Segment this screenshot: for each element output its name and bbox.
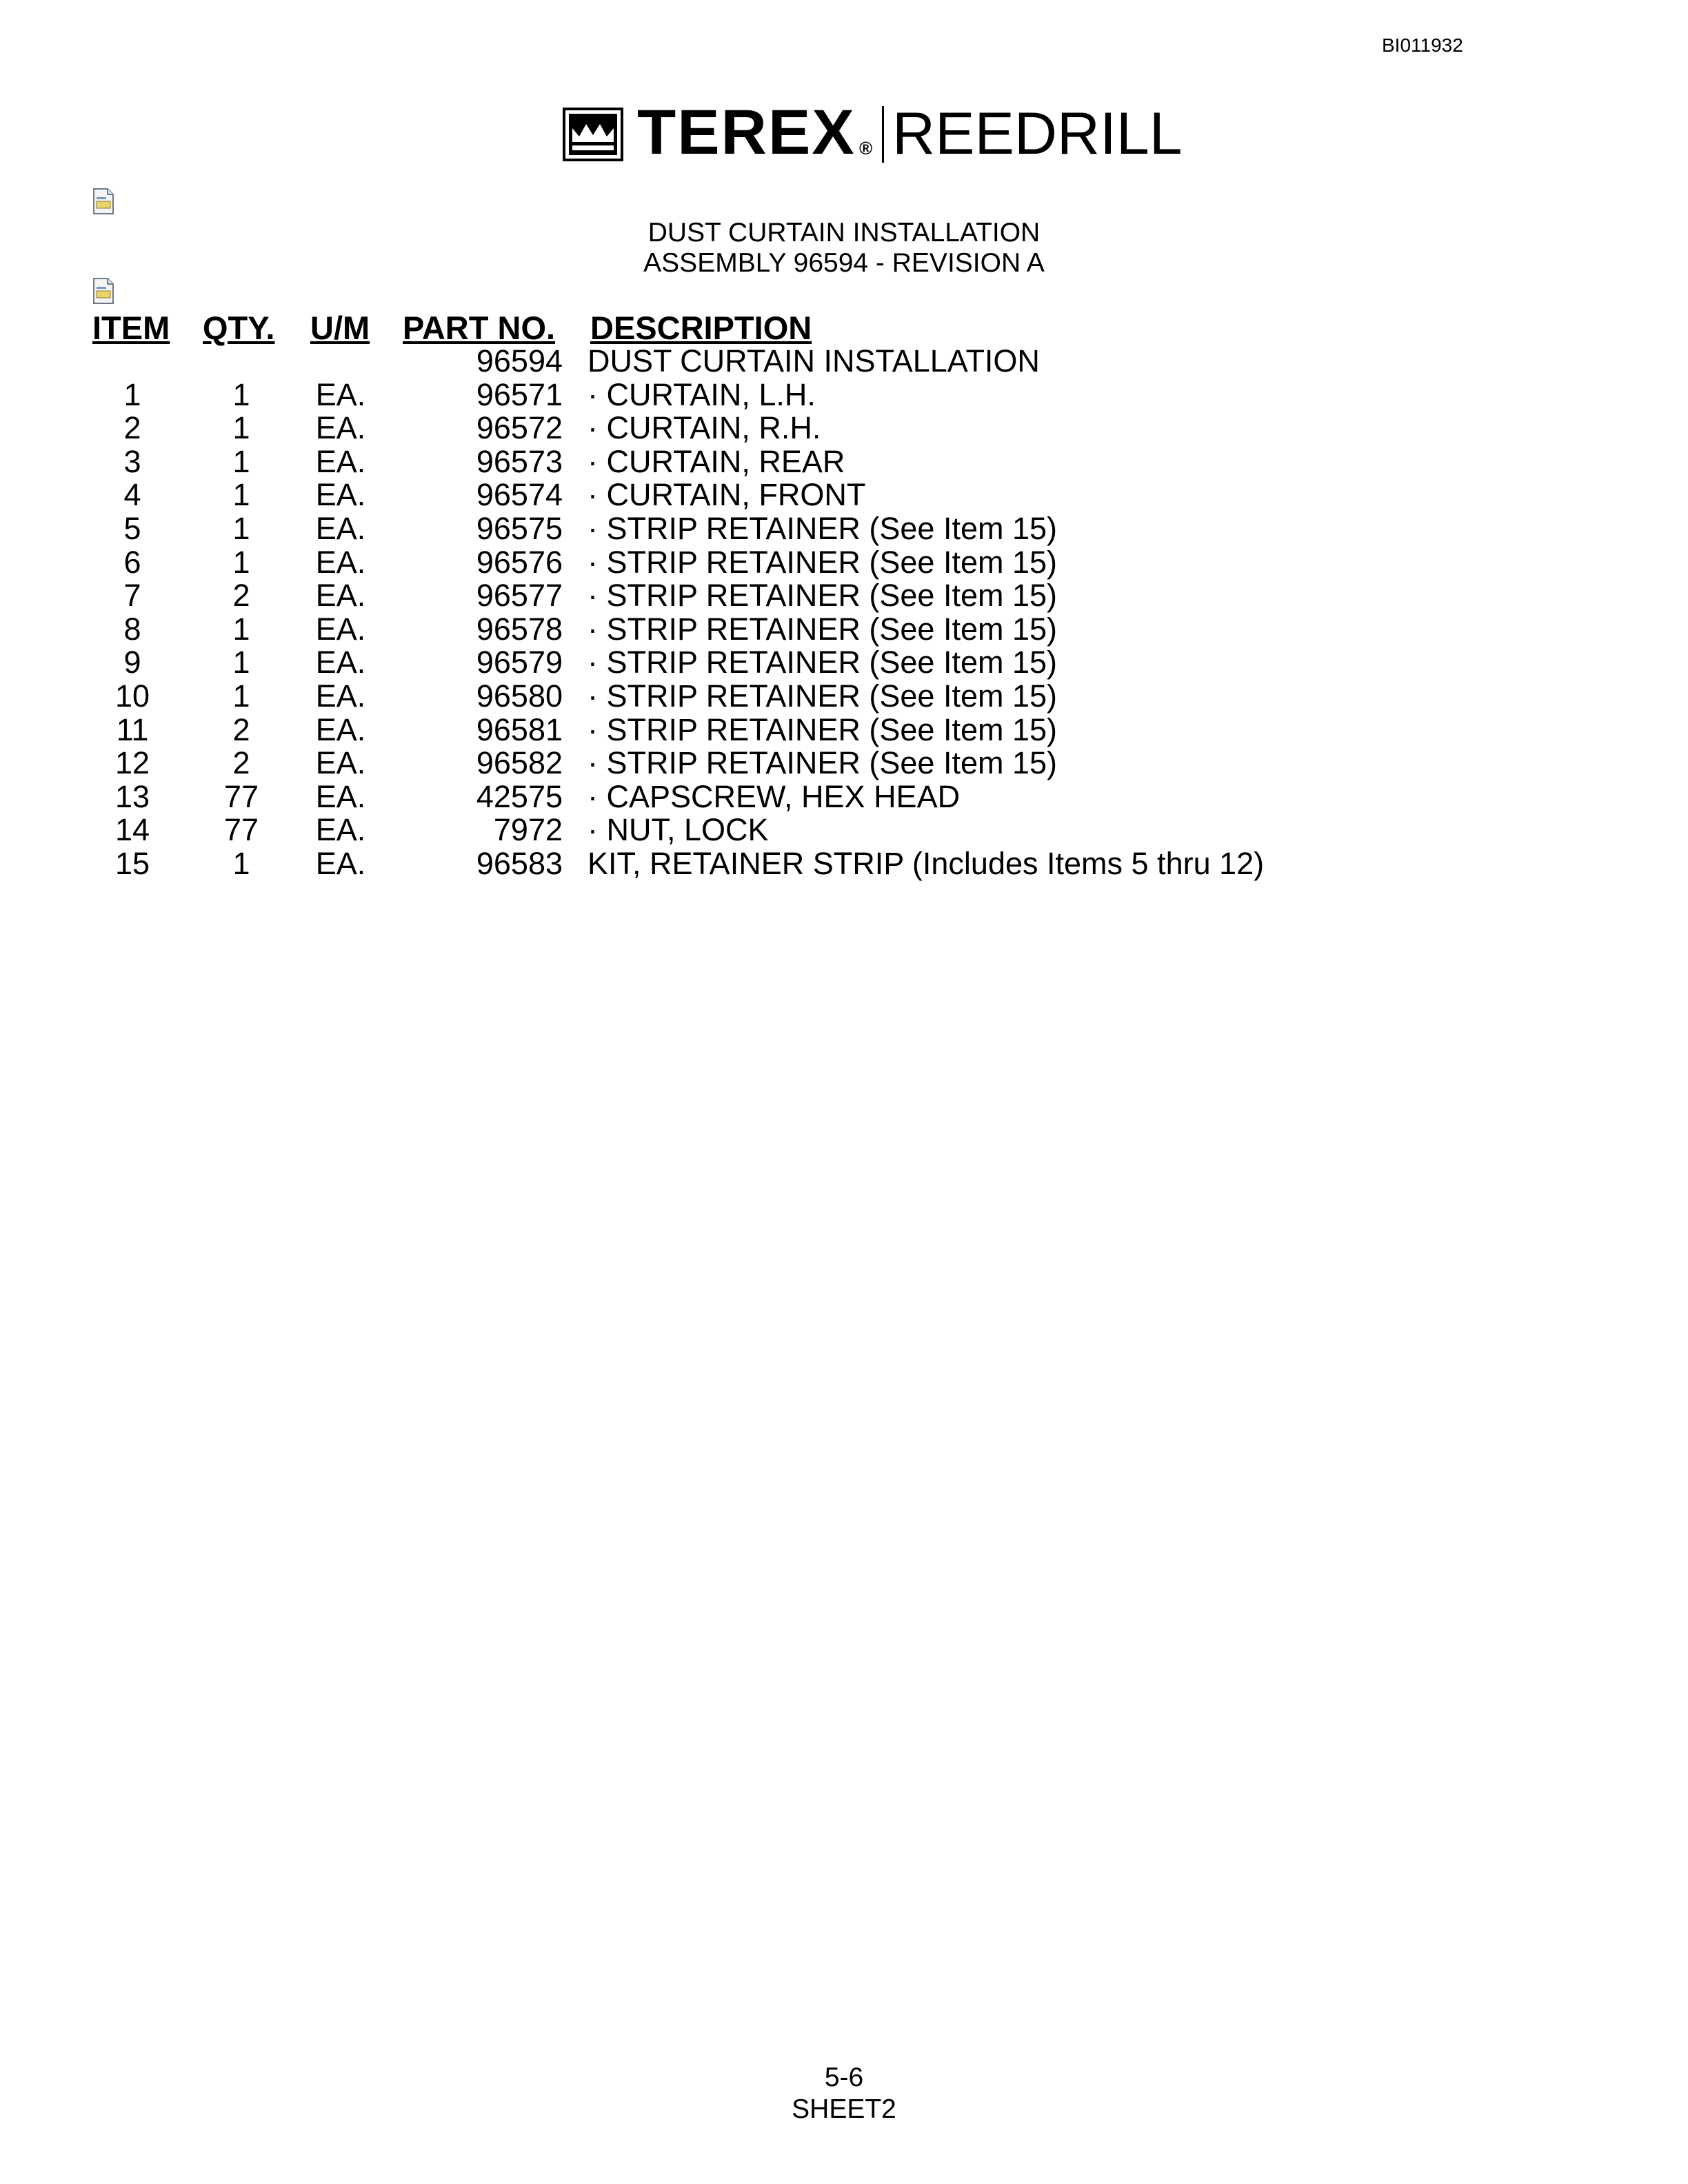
description-cell: · NUT, LOCK: [587, 812, 769, 848]
part-no-cell: 96578: [476, 611, 563, 647]
item-cell: 11: [116, 711, 149, 747]
table-row: [0, 712, 1688, 745]
item-cell: 2: [123, 410, 141, 446]
description-cell: · STRIP RETAINER (See Item 15): [587, 711, 1057, 747]
item-cell: 7: [123, 578, 141, 614]
description-cell: · STRIP RETAINER (See Item 15): [587, 511, 1057, 546]
embedded-document-icon[interactable]: [91, 188, 116, 215]
um-cell: EA.: [315, 544, 366, 580]
item-cell: 10: [114, 678, 150, 714]
terex-crown-logo-icon: [563, 108, 623, 161]
logo-brand-text: TEREX: [637, 97, 856, 168]
table-row: [0, 477, 1688, 513]
part-no-cell: 96573: [476, 443, 563, 479]
header-description: DESCRIPTION: [590, 310, 812, 346]
description-cell: · STRIP RETAINER (See Item 15): [587, 645, 1057, 680]
table-row: [0, 444, 1688, 477]
um-cell: EA.: [315, 578, 366, 614]
um-cell: EA.: [315, 745, 366, 781]
um-cell: EA.: [315, 410, 366, 446]
um-cell: EA.: [315, 443, 366, 479]
qty-cell: 1: [232, 511, 250, 546]
qty-cell: 77: [223, 778, 259, 814]
table-row: [0, 578, 1688, 614]
item-cell: 1: [123, 376, 141, 412]
qty-cell: 1: [232, 410, 250, 446]
um-cell: EA.: [315, 376, 366, 412]
part-no-cell: 96579: [476, 645, 563, 680]
table-row: [0, 611, 1688, 645]
description-cell: · CURTAIN, R.H.: [587, 410, 821, 446]
document-subtitle: ASSEMBLY 96594 - REVISION A: [643, 248, 1045, 278]
table-row: [0, 511, 1688, 544]
qty-cell: 1: [232, 477, 250, 513]
table-row: [0, 377, 1688, 410]
part-no-cell: 96580: [476, 678, 563, 714]
header-item: ITEM: [92, 310, 170, 346]
um-cell: EA.: [315, 846, 366, 881]
part-no-cell: 96576: [476, 544, 563, 580]
um-cell: EA.: [315, 611, 366, 647]
terex-reedrill-logo: [563, 97, 1183, 168]
table-row: [0, 745, 1688, 781]
item-cell: 4: [123, 477, 141, 513]
sheet-label: SHEET2: [792, 2094, 896, 2124]
um-cell: EA.: [315, 778, 366, 814]
um-cell: EA.: [315, 678, 366, 714]
logo-product-text: REEDRILL: [892, 101, 1183, 167]
logo-registered-mark: ®: [859, 138, 873, 159]
item-cell: 6: [123, 544, 141, 580]
header-um: U/M: [310, 310, 370, 346]
description-cell: · CURTAIN, FRONT: [587, 477, 866, 513]
table-row: [0, 545, 1688, 578]
qty-cell: 1: [232, 544, 250, 580]
part-no-cell: 96594: [476, 343, 563, 378]
part-no-cell: 96575: [476, 511, 563, 546]
table-row: [0, 678, 1688, 714]
qty-cell: 77: [223, 812, 259, 848]
part-no-cell: 96583: [476, 846, 563, 881]
document-id: BI011932: [1382, 34, 1463, 56]
header-qty: QTY.: [203, 310, 275, 346]
part-no-cell: 42575: [476, 778, 563, 814]
item-cell: 14: [114, 812, 150, 848]
description-cell: · STRIP RETAINER (See Item 15): [587, 578, 1057, 614]
qty-cell: 2: [232, 711, 250, 747]
part-no-cell: 7972: [493, 812, 563, 848]
um-cell: EA.: [315, 812, 366, 848]
part-no-cell: 96574: [476, 477, 563, 513]
table-row: [0, 846, 1688, 879]
description-cell: · STRIP RETAINER (See Item 15): [587, 745, 1057, 781]
part-no-cell: 96572: [476, 410, 563, 446]
embedded-document-icon[interactable]: [91, 277, 116, 305]
description-cell: · STRIP RETAINER (See Item 15): [587, 544, 1057, 580]
item-cell: 5: [123, 511, 141, 546]
table-row: [0, 410, 1688, 446]
qty-cell: 1: [232, 846, 250, 881]
description-cell: · STRIP RETAINER (See Item 15): [587, 611, 1057, 647]
part-no-cell: 96582: [476, 745, 563, 781]
description-cell: KIT, RETAINER STRIP (Includes Items 5 thru 12): [587, 846, 1265, 881]
qty-cell: 1: [232, 678, 250, 714]
header-part-no: PART NO.: [403, 310, 556, 346]
logo-divider: [882, 106, 884, 163]
page-number: 5-6: [824, 2063, 864, 2092]
item-cell: 12: [114, 745, 150, 781]
description-cell: DUST CURTAIN INSTALLATION: [587, 343, 1040, 378]
table-row: [0, 343, 1688, 376]
qty-cell: 1: [232, 611, 250, 647]
table-row: [0, 645, 1688, 678]
qty-cell: 1: [232, 443, 250, 479]
item-cell: 9: [123, 645, 141, 680]
qty-cell: 2: [232, 578, 250, 614]
item-cell: 15: [114, 846, 150, 881]
description-cell: · CAPSCREW, HEX HEAD: [587, 778, 961, 814]
item-cell: 13: [114, 778, 150, 814]
um-cell: EA.: [315, 511, 366, 546]
um-cell: EA.: [315, 711, 366, 747]
part-no-cell: 96571: [476, 376, 563, 412]
item-cell: 8: [123, 611, 141, 647]
qty-cell: 2: [232, 745, 250, 781]
qty-cell: 1: [232, 376, 250, 412]
part-no-cell: 96577: [476, 578, 563, 614]
item-cell: 3: [123, 443, 141, 479]
table-row: [0, 812, 1688, 848]
qty-cell: 1: [232, 645, 250, 680]
um-cell: EA.: [315, 645, 366, 680]
description-cell: · STRIP RETAINER (See Item 15): [587, 678, 1057, 714]
part-no-cell: 96581: [476, 711, 563, 747]
um-cell: EA.: [315, 477, 366, 513]
description-cell: · CURTAIN, REAR: [587, 443, 845, 479]
table-row: [0, 779, 1688, 812]
document-title: DUST CURTAIN INSTALLATION: [647, 218, 1041, 247]
description-cell: · CURTAIN, L.H.: [587, 376, 816, 412]
